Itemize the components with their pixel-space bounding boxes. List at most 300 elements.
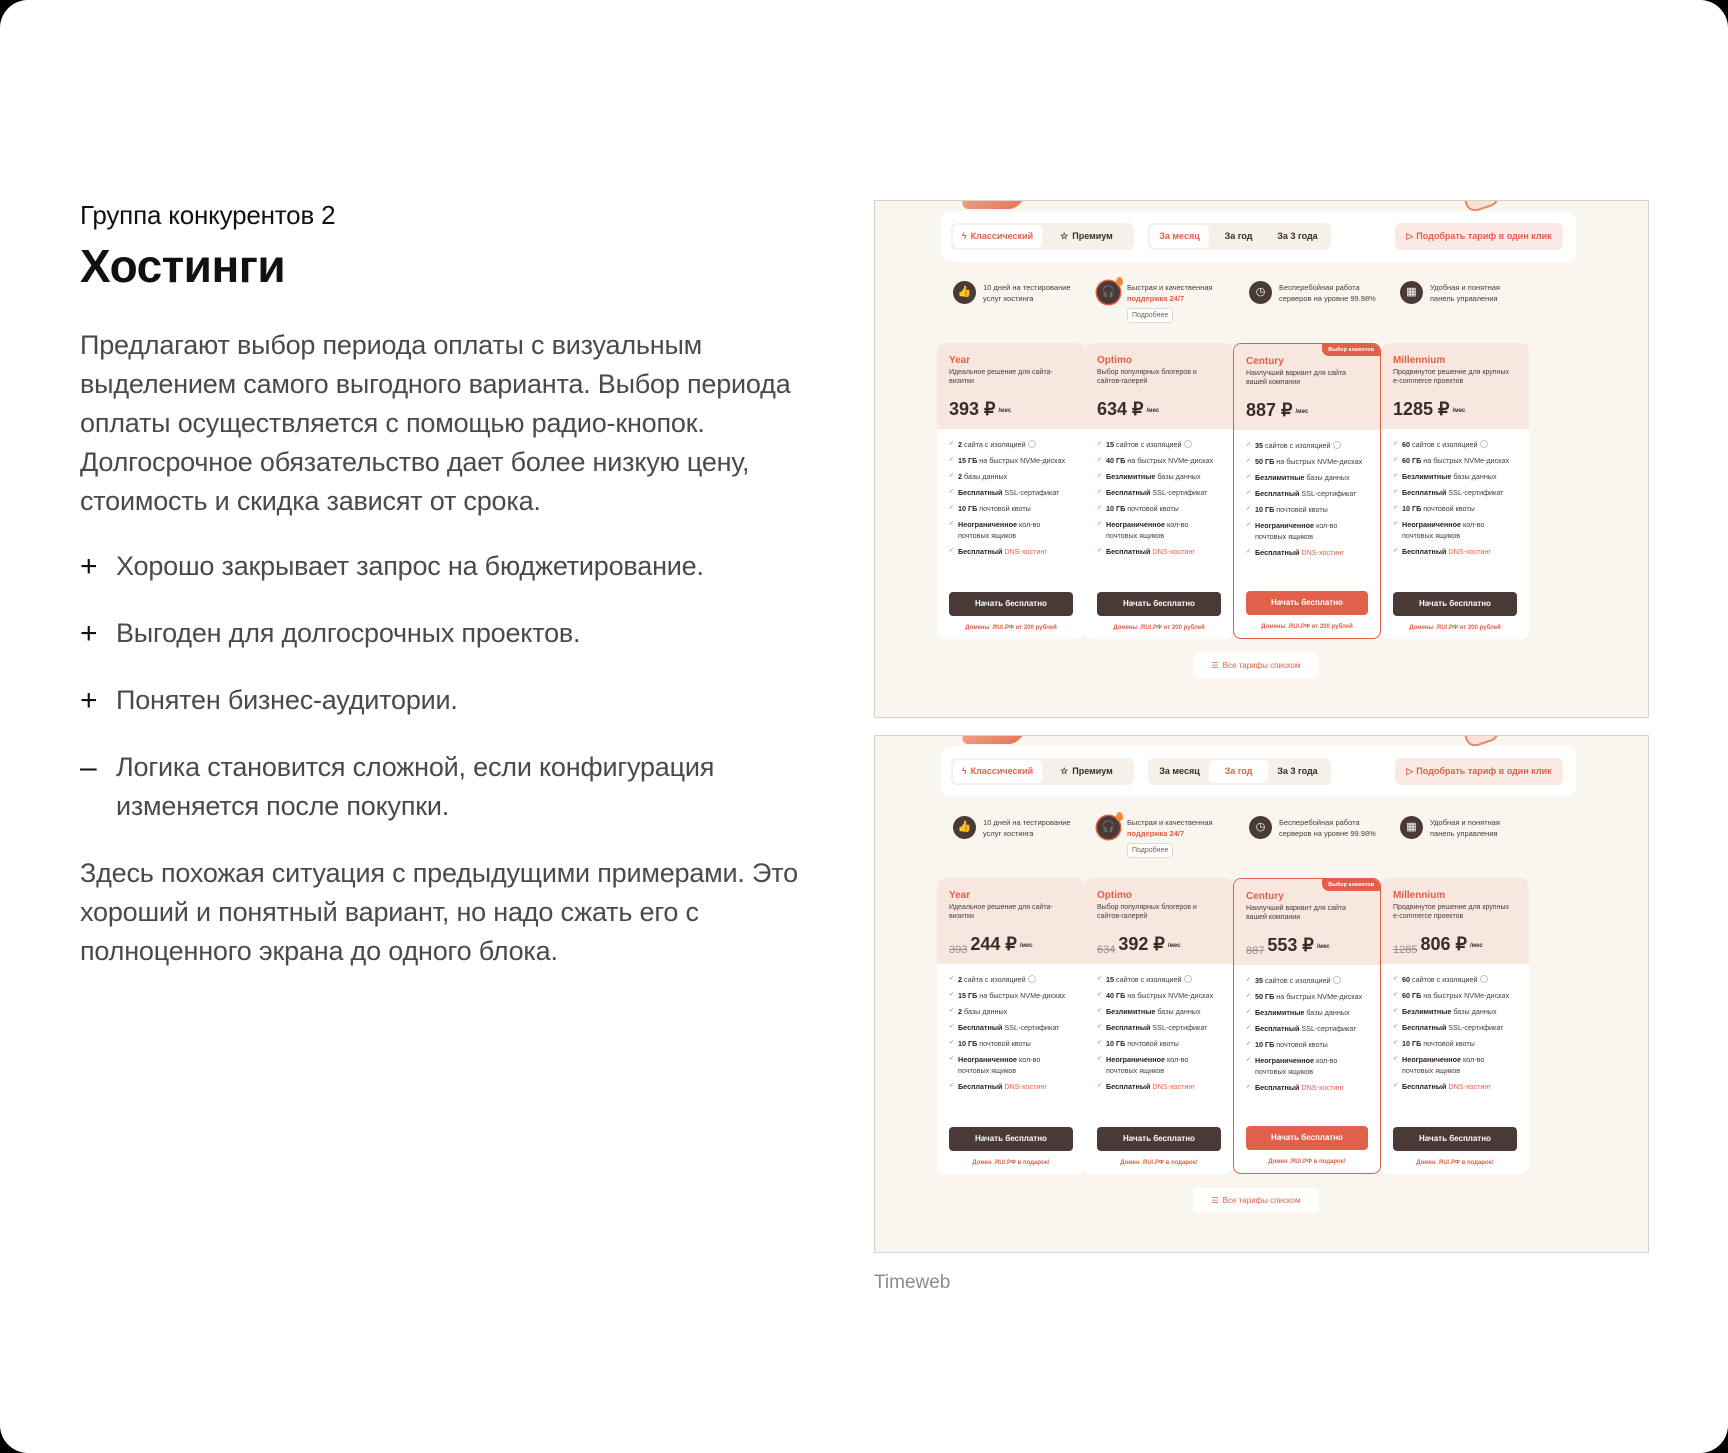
plus-icon: + xyxy=(80,684,98,717)
feature-text xyxy=(1279,816,1376,839)
old-price: 887 xyxy=(1246,945,1265,957)
page-title: Хостинги xyxy=(80,240,286,292)
feature-label: кол-во почтовых ящиков xyxy=(1106,1055,1189,1075)
plan-description: Выбор популярных блогеров и сайтов-галерей xyxy=(1097,369,1197,385)
feature-value: Бесплатный xyxy=(1106,1082,1151,1091)
plan-feature xyxy=(1246,991,1368,1002)
feature-label: на быстрых NVMe-дисках xyxy=(977,991,1066,1000)
all-tariffs-label: Все тарифы списком xyxy=(1222,661,1301,670)
plan-name: Optimo xyxy=(1097,355,1132,366)
plan-feature xyxy=(1246,456,1368,467)
feature-label: кол-во почтовых ящиков xyxy=(1402,1055,1485,1075)
plan-description: Продвинутое решение для крупных e-commerce проектов xyxy=(1393,369,1509,385)
feature-value: 10 ГБ xyxy=(1402,504,1422,513)
period-year-tab[interactable]: За год xyxy=(1209,760,1268,783)
plan-feature xyxy=(1097,519,1221,541)
plan-card-year xyxy=(937,343,1085,639)
feature-value: 35 xyxy=(1255,976,1263,985)
feature-value: Бесплатный xyxy=(1106,488,1151,497)
all-tariffs-button[interactable] xyxy=(1193,653,1319,678)
feature-value: Неограниченное xyxy=(1402,1055,1461,1064)
feature-item xyxy=(1249,816,1376,839)
plan-card-header xyxy=(937,878,1085,964)
plan-card-header xyxy=(1381,343,1529,429)
feature-item xyxy=(1249,281,1376,304)
feature-highlight: поддержка 24/7 xyxy=(1127,294,1185,303)
plan-feature xyxy=(1246,1023,1368,1034)
domain-promo: Домены .RU/.РФ от 200 рублей xyxy=(965,625,1057,631)
feature-value: 10 ГБ xyxy=(958,1039,978,1048)
feature-label: на быстрых NVMe-дисках xyxy=(1274,457,1363,466)
feature-label: SSL-сертификат xyxy=(1446,488,1504,497)
old-price: 634 xyxy=(1097,944,1116,956)
start-free-button[interactable]: Начать бесплатно xyxy=(1097,592,1221,616)
feature-item xyxy=(1400,281,1500,304)
feature-label: сайтов с изоляцией xyxy=(1114,975,1182,984)
plan-price xyxy=(949,399,1073,421)
plan-feature xyxy=(1393,519,1517,541)
billing-period-switch xyxy=(1148,223,1331,250)
feature-value: 40 ГБ xyxy=(1106,456,1126,465)
feature-label: базы данных xyxy=(1155,1007,1201,1016)
domain-promo: Домен .RU/.РФ в подарок! xyxy=(1120,1160,1198,1166)
plan-card-header xyxy=(1234,879,1380,965)
plan-feature xyxy=(1393,546,1517,557)
plan-feature xyxy=(1097,439,1221,450)
plan-feature xyxy=(1246,1055,1368,1077)
plan-tab-label: Премиум xyxy=(1072,231,1113,241)
plan-feature xyxy=(1393,455,1517,466)
feature-label: почтовой квоты xyxy=(977,504,1031,513)
feature-text xyxy=(1279,281,1376,304)
plan-feature xyxy=(1097,1081,1221,1092)
plan-description: Наилучший вариант для сайта вашей компании xyxy=(1246,370,1346,386)
period-month-tab[interactable]: За месяц xyxy=(1150,225,1209,248)
feature-label: почтовой квоты xyxy=(1274,1040,1328,1049)
plan-card-header xyxy=(1381,878,1529,964)
list-icon: ☰ xyxy=(1211,661,1219,670)
current-price: 392 ₽ xyxy=(1118,934,1165,954)
feature-value: Безлимитные xyxy=(1255,1008,1305,1017)
feature-label: на быстрых NVMe-дисках xyxy=(1274,992,1363,1001)
feature-label: кол-во почтовых ящиков xyxy=(958,520,1041,540)
dns-hosting-link[interactable]: DNS-хостинг xyxy=(1448,547,1491,556)
feature-line: серверов на уровне 99.98% xyxy=(1279,294,1376,303)
plus-icon: + xyxy=(80,617,98,650)
plan-cards xyxy=(937,878,1577,1174)
feature-label: SSL-сертификат xyxy=(1150,488,1208,497)
feature-line: серверов на уровне 99.98% xyxy=(1279,829,1376,838)
feature-value: 10 ГБ xyxy=(1255,1040,1275,1049)
feature-value: Бесплатный xyxy=(1402,1082,1447,1091)
feature-label: SSL-сертификат xyxy=(1299,489,1357,498)
period-year-tab[interactable]: За год xyxy=(1224,231,1253,241)
plan-feature xyxy=(1393,1022,1517,1033)
plan-price xyxy=(1393,399,1517,421)
plan-feature xyxy=(1393,503,1517,514)
pro-item xyxy=(80,547,820,586)
feature-text xyxy=(1430,816,1500,839)
feature-label: базы данных xyxy=(962,1007,1008,1016)
plan-feature xyxy=(949,519,1073,541)
feature-label: базы данных xyxy=(1304,1008,1350,1017)
feature-line: услуг хостинга xyxy=(983,294,1034,303)
feature-label: на быстрых NVMe-дисках xyxy=(977,456,1066,465)
price-period: /мес xyxy=(1295,409,1309,415)
plan-tab-premium[interactable] xyxy=(1042,760,1131,783)
feature-line: панель управления xyxy=(1430,294,1498,303)
feature-value: Бесплатный xyxy=(958,1023,1003,1032)
feature-value: Неограниченное xyxy=(958,520,1017,529)
pricing-screenshot xyxy=(874,735,1649,1253)
feature-value: Бесплатный xyxy=(1402,1023,1447,1032)
plan-features xyxy=(937,429,1085,557)
feature-label: кол-во почтовых ящиков xyxy=(958,1055,1041,1075)
feature-text xyxy=(1127,281,1213,323)
price-period: /мес xyxy=(1316,944,1330,950)
info-icon[interactable] xyxy=(1480,975,1488,983)
star-icon: ☆ xyxy=(1060,766,1069,776)
plan-feature xyxy=(1393,439,1517,450)
current-price: 887 ₽ xyxy=(1246,400,1293,420)
domain-promo: Домены .RU/.РФ от 200 рублей xyxy=(1113,625,1205,631)
point-text: Логика становится сложной, если конфигурация изменяется после покупки. xyxy=(116,752,715,821)
old-price: 1285 xyxy=(1393,944,1418,956)
feature-value: 15 ГБ xyxy=(958,991,978,1000)
feature-value: Неограниченное xyxy=(1402,520,1461,529)
billing-period-switch xyxy=(1148,758,1331,785)
feature-value: Неограниченное xyxy=(958,1055,1017,1064)
feature-value: 40 ГБ xyxy=(1106,991,1126,1000)
plan-feature xyxy=(1246,1039,1368,1050)
section-eyebrow: Группа конкурентов 2 xyxy=(80,200,336,230)
feature-value: 10 ГБ xyxy=(1255,505,1275,514)
star-icon: ☆ xyxy=(1060,231,1069,241)
plan-feature xyxy=(1097,990,1221,1001)
feature-label: SSL-сертификат xyxy=(1002,488,1060,497)
plan-feature xyxy=(1393,974,1517,985)
feature-label: сайтов с изоляцией xyxy=(1263,976,1331,985)
more-button[interactable]: Подробнее xyxy=(1127,308,1173,323)
plan-price xyxy=(1097,399,1221,421)
plan-feature xyxy=(949,455,1073,466)
dns-hosting-link[interactable]: DNS-хостинг xyxy=(1004,547,1047,556)
plan-features xyxy=(1381,964,1529,1092)
plan-description: Идеальное решение для сайта-визитки xyxy=(949,904,1053,920)
pro-item xyxy=(80,681,820,720)
feature-label: сайта с изоляцией xyxy=(962,440,1026,449)
plan-description: Наилучший вариант для сайта вашей компании xyxy=(1246,905,1346,921)
pricing-toolbar xyxy=(941,211,1576,262)
feature-item xyxy=(1097,816,1213,858)
feature-label: кол-во почтовых ящиков xyxy=(1255,1056,1338,1076)
plan-price xyxy=(1246,400,1368,422)
plan-card-century xyxy=(1233,878,1381,1174)
customer-choice-badge: Выбор клиентов xyxy=(1322,344,1380,356)
feature-item xyxy=(1097,281,1213,323)
feature-label: на быстрых NVMe-дисках xyxy=(1421,456,1510,465)
feature-line: Удобная и понятная xyxy=(1430,818,1500,827)
start-free-button[interactable]: Начать бесплатно xyxy=(1246,591,1368,615)
plan-feature xyxy=(1393,1054,1517,1076)
start-free-button[interactable]: Начать бесплатно xyxy=(1246,1126,1368,1150)
plan-name: Century xyxy=(1246,356,1284,367)
feature-line: Бесперебойная работа xyxy=(1279,818,1360,827)
thumbs-up-icon: 👍 xyxy=(953,816,976,839)
plan-card-header xyxy=(1234,344,1380,430)
plus-icon: + xyxy=(80,550,98,583)
price-period: /мес xyxy=(1146,408,1160,414)
headset-icon: 🎧 xyxy=(1097,816,1120,839)
info-icon[interactable] xyxy=(1184,975,1192,983)
feature-value: 60 xyxy=(1402,440,1410,449)
plan-feature xyxy=(1097,1054,1221,1076)
cursor-icon: ▷ xyxy=(1406,231,1414,241)
plan-feature xyxy=(1097,546,1221,557)
plan-features xyxy=(1234,430,1380,558)
plan-feature xyxy=(1246,1082,1368,1093)
price-period: /мес xyxy=(1452,408,1466,414)
feature-value: Безлимитные xyxy=(1255,473,1305,482)
period-month-tab[interactable]: За месяц xyxy=(1159,766,1200,776)
plan-card-header xyxy=(937,343,1085,429)
plan-feature xyxy=(949,1006,1073,1017)
plan-tab-premium[interactable] xyxy=(1042,225,1131,248)
info-icon[interactable] xyxy=(1480,440,1488,448)
plan-price xyxy=(1097,934,1221,960)
feature-line: панель управления xyxy=(1430,829,1498,838)
feature-text xyxy=(1127,816,1213,858)
plan-price xyxy=(949,934,1073,960)
info-icon[interactable] xyxy=(1028,440,1036,448)
con-item xyxy=(80,748,820,826)
feature-value: 2 xyxy=(958,975,962,984)
feature-label: SSL-сертификат xyxy=(1150,1023,1208,1032)
feature-label: сайтов с изоляцией xyxy=(1410,975,1478,984)
current-price: 1285 ₽ xyxy=(1393,399,1450,419)
plan-feature xyxy=(1097,1022,1221,1033)
dns-hosting-link[interactable]: DNS-хостинг xyxy=(1152,1082,1195,1091)
feature-label: на быстрых NVMe-дисках xyxy=(1421,991,1510,1000)
feature-value: 50 ГБ xyxy=(1255,992,1275,1001)
all-tariffs-label: Все тарифы списком xyxy=(1222,1196,1301,1205)
plan-description: Продвинутое решение для крупных e-commerce проектов xyxy=(1393,904,1509,920)
start-free-button[interactable]: Начать бесплатно xyxy=(949,592,1073,616)
period-3-years-tab[interactable]: За 3 года xyxy=(1277,231,1318,241)
lightning-icon: ϟ xyxy=(961,231,967,241)
plan-feature xyxy=(1097,471,1221,482)
feature-value: 2 xyxy=(958,440,962,449)
pros-cons-list xyxy=(80,547,820,826)
feature-label: базы данных xyxy=(1451,1007,1497,1016)
feature-label: SSL-сертификат xyxy=(1446,1023,1504,1032)
pro-item xyxy=(80,614,820,653)
feature-value: Бесплатный xyxy=(1255,1024,1300,1033)
plan-features xyxy=(1381,429,1529,557)
plan-feature xyxy=(1097,1038,1221,1049)
plan-feature xyxy=(1097,1006,1221,1017)
feature-text xyxy=(1430,281,1500,304)
plan-card-millennium xyxy=(1381,343,1529,639)
current-price: 553 ₽ xyxy=(1267,935,1314,955)
plan-feature xyxy=(1097,487,1221,498)
plan-features xyxy=(1085,429,1233,557)
plan-feature xyxy=(949,439,1073,450)
plan-tab-classic[interactable] xyxy=(953,225,1042,248)
features-row xyxy=(953,281,1593,331)
feature-label: кол-во почтовых ящиков xyxy=(1402,520,1485,540)
plan-price xyxy=(1246,935,1368,961)
feature-value: Неограниченное xyxy=(1106,1055,1165,1064)
feature-value: Бесплатный xyxy=(1255,1083,1300,1092)
feature-label: базы данных xyxy=(1451,472,1497,481)
feature-label: SSL-сертификат xyxy=(1002,1023,1060,1032)
point-text: Понятен бизнес-аудитории. xyxy=(116,685,458,715)
old-price: 393 xyxy=(949,944,968,956)
plan-card-century xyxy=(1233,343,1381,639)
feature-value: 10 ГБ xyxy=(1106,1039,1126,1048)
plan-feature xyxy=(949,1038,1073,1049)
plan-tab-label: Премиум xyxy=(1072,766,1113,776)
info-icon[interactable] xyxy=(1028,975,1036,983)
clock-icon: ◷ xyxy=(1249,816,1272,839)
domain-promo: Домены .RU/.РФ от 200 рублей xyxy=(1261,624,1353,630)
feature-value: Бесплатный xyxy=(1402,547,1447,556)
feature-label: базы данных xyxy=(962,472,1008,481)
plan-feature xyxy=(949,487,1073,498)
feature-label: на быстрых NVMe-дисках xyxy=(1125,456,1214,465)
feature-label: сайтов с изоляцией xyxy=(1410,440,1478,449)
conclusion-paragraph: Здесь похожая ситуация с предыдущими примерами. Это хороший и понятный вариант, но надо сжать его с полноценного экрана до одного блока. xyxy=(80,858,798,966)
plan-feature xyxy=(949,546,1073,557)
plan-description: Выбор популярных блогеров и сайтов-галерей xyxy=(1097,904,1197,920)
feature-value: Безлимитные xyxy=(1106,472,1156,481)
minus-icon: – xyxy=(80,751,97,784)
feature-label: почтовой квоты xyxy=(1421,1039,1475,1048)
feature-value: Бесплатный xyxy=(958,1082,1003,1091)
price-period: /мес xyxy=(1469,943,1483,949)
start-free-button[interactable]: Начать бесплатно xyxy=(1393,592,1517,616)
feature-value: 60 xyxy=(1402,975,1410,984)
feature-value: Бесплатный xyxy=(958,547,1003,556)
feature-highlight: поддержка 24/7 xyxy=(1127,829,1185,838)
price-period: /мес xyxy=(1019,943,1033,949)
dashboard-icon: ▦ xyxy=(1400,816,1423,839)
dns-hosting-link[interactable]: DNS-хостинг xyxy=(1448,1082,1491,1091)
dns-hosting-link[interactable]: DNS-хостинг xyxy=(1004,1082,1047,1091)
pick-tariff-label: Подобрать тариф в один клик xyxy=(1416,231,1552,241)
feature-label: базы данных xyxy=(1155,472,1201,481)
info-icon[interactable] xyxy=(1333,441,1341,449)
screenshot-caption: Timeweb xyxy=(874,1272,951,1293)
pick-tariff-label: Подобрать тариф в один клик xyxy=(1416,766,1552,776)
thumbs-up-icon: 👍 xyxy=(953,281,976,304)
headset-icon: 🎧 xyxy=(1097,281,1120,304)
plan-tab-classic[interactable] xyxy=(953,760,1042,783)
feature-value: Неограниченное xyxy=(1255,1056,1314,1065)
plan-feature xyxy=(1393,487,1517,498)
feature-line: услуг хостинга xyxy=(983,829,1034,838)
plan-feature xyxy=(949,1022,1073,1033)
feature-value: 10 ГБ xyxy=(1106,504,1126,513)
plan-feature xyxy=(1246,440,1368,451)
feature-label: сайта с изоляцией xyxy=(962,975,1026,984)
start-free-button[interactable]: Начать бесплатно xyxy=(949,1127,1073,1151)
dns-hosting-link[interactable]: DNS-хостинг xyxy=(1301,548,1344,557)
current-price: 634 ₽ xyxy=(1097,399,1144,419)
pricing-screenshot xyxy=(874,200,1649,718)
dns-hosting-link[interactable]: DNS-хостинг xyxy=(1301,1083,1344,1092)
feature-label: SSL-сертификат xyxy=(1299,1024,1357,1033)
feature-value: 15 ГБ xyxy=(958,456,978,465)
plan-tab-label: Классический xyxy=(970,766,1034,776)
plan-feature xyxy=(1393,1006,1517,1017)
current-price: 393 ₽ xyxy=(949,399,996,419)
plan-feature xyxy=(949,990,1073,1001)
decorative-shape xyxy=(959,200,1027,209)
plan-card-millennium xyxy=(1381,878,1529,1174)
feature-value: Неограниченное xyxy=(1255,521,1314,530)
feature-value: 60 ГБ xyxy=(1402,456,1422,465)
point-text: Выгоден для долгосрочных проектов. xyxy=(116,618,581,648)
feature-item xyxy=(1400,816,1500,839)
plan-name: Millennium xyxy=(1393,890,1446,901)
info-icon[interactable] xyxy=(1184,440,1192,448)
feature-label: почтовой квоты xyxy=(977,1039,1031,1048)
feature-line: Быстрая и качественная xyxy=(1127,818,1213,827)
more-button[interactable]: Подробнее xyxy=(1127,843,1173,858)
feature-value: 2 xyxy=(958,1007,962,1016)
decorative-shape xyxy=(959,735,1027,744)
domain-promo: Домены .RU/.РФ от 200 рублей xyxy=(1409,625,1501,631)
pricing-toolbar xyxy=(941,746,1576,797)
plan-card-header xyxy=(1085,878,1233,964)
plan-feature xyxy=(1246,520,1368,542)
feature-label: кол-во почтовых ящиков xyxy=(1106,520,1189,540)
feature-line: 10 дней на тестирование xyxy=(983,283,1071,292)
feature-text xyxy=(983,281,1071,304)
start-free-button[interactable]: Начать бесплатно xyxy=(1393,1127,1517,1151)
domain-promo: Домен .RU/.РФ в подарок! xyxy=(972,1160,1050,1166)
feature-line: Удобная и понятная xyxy=(1430,283,1500,292)
feature-value: 15 xyxy=(1106,975,1114,984)
current-price: 244 ₽ xyxy=(970,934,1017,954)
period-3-years-tab[interactable]: За 3 года xyxy=(1277,766,1318,776)
plan-name: Year xyxy=(949,890,971,901)
feature-value: 15 xyxy=(1106,440,1114,449)
feature-value: Бесплатный xyxy=(1255,489,1300,498)
info-icon[interactable] xyxy=(1333,976,1341,984)
plan-feature xyxy=(1246,472,1368,483)
plan-features xyxy=(1085,964,1233,1092)
start-free-button[interactable]: Начать бесплатно xyxy=(1097,1127,1221,1151)
all-tariffs-button[interactable] xyxy=(1193,1188,1319,1213)
plan-feature xyxy=(1393,990,1517,1001)
dns-hosting-link[interactable]: DNS-хостинг xyxy=(1152,547,1195,556)
plan-card-header xyxy=(1085,343,1233,429)
plan-price xyxy=(1393,934,1517,960)
pick-tariff-button[interactable] xyxy=(1395,758,1563,785)
price-period: /мес xyxy=(1167,943,1181,949)
plan-name: Year xyxy=(949,355,971,366)
domain-promo: Домен .RU/.РФ в подарок! xyxy=(1416,1160,1494,1166)
pick-tariff-button[interactable] xyxy=(1395,223,1563,250)
feature-value: 60 ГБ xyxy=(1402,991,1422,1000)
plan-feature xyxy=(1393,1081,1517,1092)
plan-cards xyxy=(937,343,1577,639)
feature-value: 10 ГБ xyxy=(1402,1039,1422,1048)
price-period: /мес xyxy=(998,408,1012,414)
